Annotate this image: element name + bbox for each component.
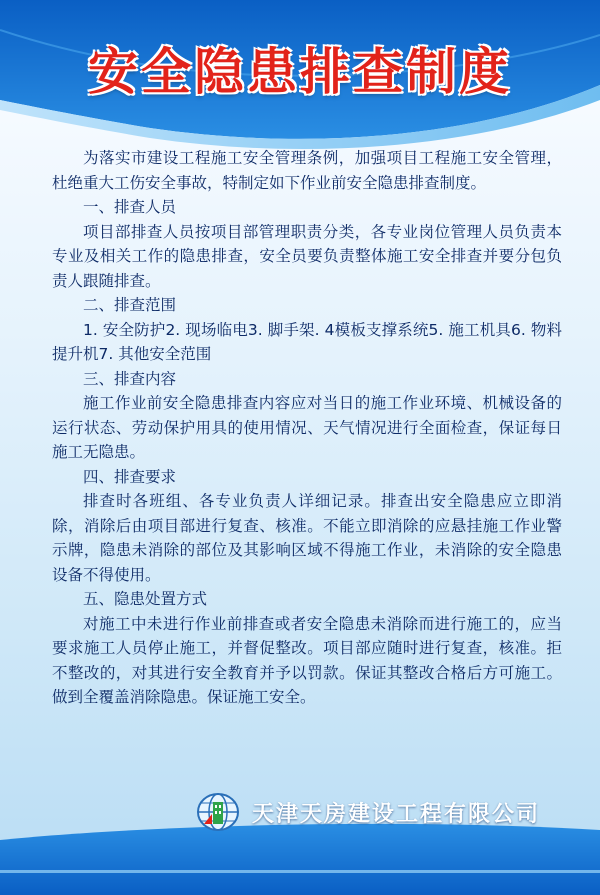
section-heading-content: 三、排查内容 — [83, 369, 177, 388]
globe-building-logo-icon — [196, 792, 240, 832]
section-heading-scope: 二、排查范围 — [83, 296, 177, 314]
regulation-body — [52, 146, 562, 710]
company-name: 天津天房建设工程有限公司 — [252, 801, 541, 827]
section-body-personnel: 项目部排查人员按项目部管理职责分类，各专业岗位管理人员负责本专业及相关工作的隐患排查，安全员要负责整体施工安全排查并要分包负责人跟随排查。 — [52, 222, 562, 290]
page-title: 安全隐患排查制度 — [88, 42, 512, 101]
section-body-content: 施工作业前安全隐患排查内容应对当日的施工作业环境、机械设备的运行状态、劳动保护用具的使用情况、天气情况进行全面检查，保证每日施工无隐患。 — [52, 394, 562, 461]
section-body-handling: 对施工中未进行作业前排查或者安全隐患未消除而进行施工的，应当要求施工人员停止施工，并督促整改。项目部应随时进行复查，核准。拒不整改的，对其进行安全教育并予以罚款。保证其整改合格后方可施工。做到全覆盖消除隐患。保证施工安全。 — [52, 614, 562, 706]
section-body-requirements: 排查时各班组、各专业负责人详细记录。排查出安全隐患应立即消除，消除后由项目部进行复查、核准。不能立即消除的应悬挂施工作业警示牌，隐患未消除的部位及其影响区域不得施工作业，未消除的安全隐患设备不得使用。 — [52, 492, 562, 584]
header-band — [0, 0, 600, 150]
company-signature — [196, 792, 576, 832]
section-heading-handling: 五、隐患处置方式 — [83, 590, 208, 608]
intro-paragraph: 为落实市建设工程施工安全管理条例，加强项目工程施工安全管理，杜绝重大工伤安全事故，特制定如下作业前安全隐患排查制度。 — [52, 149, 562, 192]
section-heading-personnel: 一、排查人员 — [83, 198, 177, 216]
section-heading-requirements: 四、排查要求 — [83, 467, 177, 486]
section-body-scope: 1. 安全防护2. 现场临电3. 脚手架. 4模板支撑系统5. 施工机具6. 物料提升机7. 其他安全范围 — [52, 320, 562, 363]
